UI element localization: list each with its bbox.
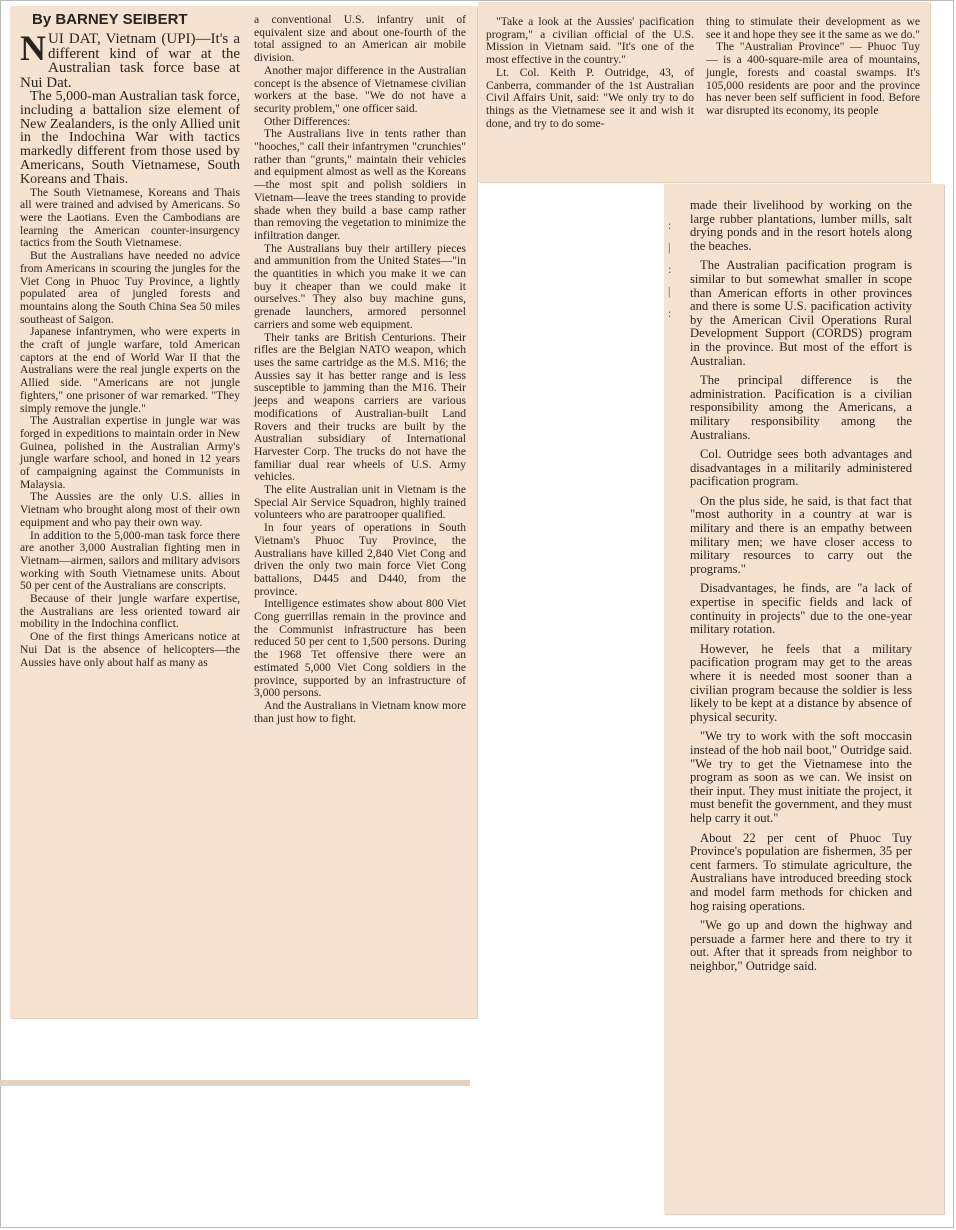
paragraph: The principal difference is the administration. Pacification is a civilian responsibility among the Americans, a military responsibility among the Australians. — [690, 373, 912, 442]
paragraph: Disadvantages, he finds, are "a lack of expertise in specific fields and lack of continuity in projects" due to the one-year military rotation. — [690, 581, 912, 637]
article-column-continuation — [690, 199, 912, 979]
paragraph: On the plus side, he said, is that fact that "most authority in a country at war is military and there is an empathy between military men; we have closer access to military resources to carry out the programs." — [690, 493, 912, 576]
paragraph: The elite Australian unit in Vietnam is the Special Air Service Squadron, highly trained volunteers who are paratrooper qualified. — [254, 483, 466, 522]
torn-edge-marks: : | : | : — [668, 218, 672, 320]
article-column-2 — [254, 14, 466, 725]
byline: By BARNEY SEIBERT — [32, 11, 188, 28]
paragraph: The Australian expertise in jungle war was forged in expeditions to maintain order in New Guinea, polished in the Australian Army's jungle warfare school, and honed in 12 years of campaigning against the Communists in Malaysia. — [20, 414, 240, 491]
article-column-3 — [486, 16, 694, 130]
paragraph: The Australian pacification program is similar to but somewhat smaller in scope than American efforts in other provinces and there is some U.S. pacification activity by the American Civil Operations Rural Development Support (CORDS) program in the province. But most of the effort is Australian. — [690, 258, 912, 368]
paragraph: Lt. Col. Keith P. Outridge, 43, of Canberra, commander of the 1st Australian Civil Affairs Unit, said: "We only try to do things as the Vietnamese see it and wish it done, and try to do some- — [486, 65, 694, 130]
paragraph: a conventional U.S. infantry unit of equivalent size and about one-fourth of the total assigned to an American air mobile division. — [254, 13, 466, 65]
paragraph: made their livelihood by working on the large rubber plantations, lumber mills, salt drying ponds and in the resort hotels along the beaches. — [690, 198, 912, 253]
paragraph: Because of their jungle warfare expertise, the Australians are less oriented toward air mobility in the Indochina conflict. — [20, 592, 240, 631]
scan-shadow — [0, 1080, 470, 1086]
paragraph: Another major difference in the Australian concept is the absence of Vietnamese civilian workers at the base. "We do not have a security problem," one officer said. — [254, 63, 466, 115]
paragraph: Intelligence estimates show about 800 Viet Cong guerrillas remain in the province and the Communist infrastructure has been reduced 50 per cent to 1,500 persons. During the 1968 Tet offensive there were an estimated 5,000 Viet Cong soldiers in the province, supported by an infrastructure of 3,000 persons. — [254, 597, 466, 700]
paragraph: The Australians live in tents rather than "hooches," call their infantrymen "crunchies" rather than "grunts," maintain their vehicles and equipment almost as well as the Koreans—the most spit and polish soldiers in Vietnam—leave the trees standing to provide shade when they build a base camp rather than removing the vegetation to minimize the infiltration danger. — [254, 127, 466, 242]
paragraph: However, he feels that a military pacification program may get to the areas where it is needed most sooner than a civilian program because the soldier is less likely to be kept at a distance by absence of physical security. — [690, 641, 912, 724]
paragraph: The Australians buy their artillery pieces and ammunition from the United States—"in the quantities in which you make it we can buy it cheaper than we could make it ourselves." They also buy machine guns, grenade launchers, armored personnel carriers and some web equipment. — [254, 241, 466, 331]
paragraph: Col. Outridge sees both advantages and disadvantages in a militarily administered pacification program. — [690, 447, 912, 489]
paragraph: "We go up and down the highway and persuade a farmer here and there to try it out. After that it spreads from neighbor to neighbor," Outridge said. — [690, 918, 912, 973]
lead-paragraph — [20, 28, 240, 91]
paragraph: Their tanks are British Centurions. Their rifles are the Belgian NATO weapon, which uses the same cartridge as the M.S. M16; the Aussies say it has better range and is less susceptible to jamming than the M16. Their jeeps and weapons carriers are various modifications of Australian-built Land Rovers and their trucks are built by the Australian subsidiary of International Harvester Corp. The trucks do not have the familiar dual rear wheels of U.S. Army vehicles. — [254, 330, 466, 484]
paragraph: About 22 per cent of Phuoc Tuy Province's population are fishermen, 35 per cent farmers. To stimulate agriculture, the Australians have introduced breeding stock and model farm methods for chicken and hog raising operations. — [690, 830, 912, 913]
lead-text: UI DAT, Vietnam (UPI)—It's a different kind of war at the Australian task force base at Nui Dat. — [20, 31, 240, 91]
paragraph: And the Australians in Vietnam know more than just how to fight. — [254, 698, 466, 725]
article-column-4 — [706, 16, 920, 118]
paragraph: "Take a look at the Aussies' pacification program," a civilian official of the U.S. Mission in Vietnam said. "It's one of the most effective in the country." — [486, 15, 694, 67]
paragraph: thing to stimulate their development as we see it and hope they see it the same as we do." — [706, 15, 920, 41]
paragraph: The 5,000-man Australian task force, including a battalion size element of New Zealanders, is the only Allied unit in the Indochina War with tactics markedly different from those used by Americans, South Vietnamese, South Koreans and Thais. — [20, 89, 240, 187]
paragraph: The Aussies are the only U.S. allies in Vietnam who brought along most of their own equipment and who pay their own way. — [20, 490, 240, 529]
paragraph: In addition to the 5,000-man task force there are another 3,000 Australian fighting men in Vietnam—airmen, sailors and military advisors working with South Vietnamese units. About 50 per cent of the Australians are conscripts. — [20, 528, 240, 593]
article-column-1 — [20, 12, 240, 669]
paragraph: In four years of operations in South Vietnam's Phuoc Tuy Province, the Australians have killed 2,840 Viet Cong and driven the only two main force Viet Cong battalions, D445 and D440, from the province. — [254, 521, 466, 598]
paragraph: The South Vietnamese, Koreans and Thais all were trained and advised by Americans. So were the Laotians. Even the Cambodians are learning the American counter-insurgency tactics from the South Vietnamese. — [20, 185, 240, 250]
paragraph: The "Australian Province" — Phuoc Tuy — is a 400-square-mile area of mountains, jungle, forests and coastal swamps. It's 105,000 residents are poor and the province has never been self sufficient in food. Before war disrupted its economy, its people — [706, 40, 920, 117]
paragraph: Japanese infantrymen, who were experts in the craft of jungle warfare, told American captors at the end of World War II that the Australians were the real jungle experts on the Allied side. "Americans are not jungle fighters," one prisoner of war remarked. "They simply remove the jungle." — [20, 325, 240, 415]
paragraph: But the Australians have needed no advice from Americans in scouring the jungles for the Viet Cong in Phuoc Tuy Province, a lightly populated area of jungled forests and mountains along the South China Sea 50 miles southeast of Saigon. — [20, 249, 240, 326]
subhead: Other Differences: — [264, 114, 351, 128]
paragraph: "We try to work with the soft moccasin instead of the hob nail boot," Outridge said. "We try to get the Vietnamese into the program as soon as we can. We insist on their input. They must initiate the project, it must benefit the government, and they must help carry it out." — [690, 729, 912, 825]
drop-cap: N — [20, 28, 46, 68]
paragraph: One of the first things Americans notice at Nui Dat is the absence of helicopters—the Aussies have only about half as many as — [20, 630, 240, 669]
